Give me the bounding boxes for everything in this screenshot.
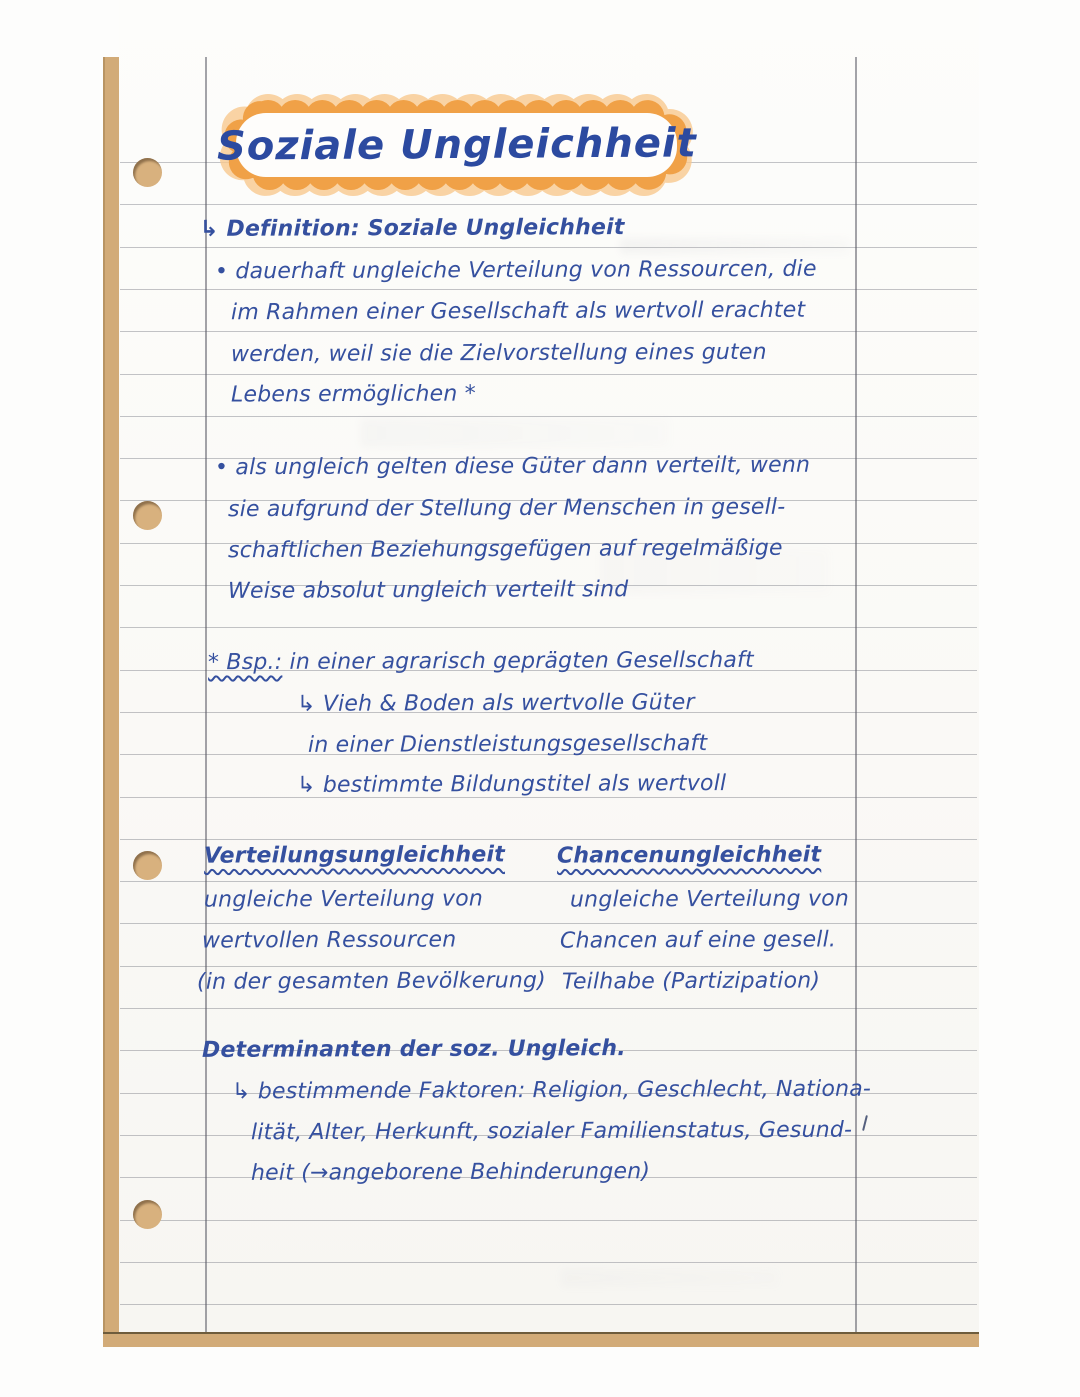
ruled-line — [120, 839, 977, 840]
left-margin-line — [205, 57, 207, 1332]
ruled-line — [120, 247, 977, 248]
ruled-line — [120, 416, 977, 417]
note-line: in einer Dienstleistungsgesellschaft — [307, 731, 708, 758]
left-column-line: wertvollen Ressourcen — [201, 927, 457, 954]
example-line — [208, 648, 754, 675]
left-column-line: ungleiche Verteilung von — [203, 886, 484, 913]
punch-hole — [133, 1200, 162, 1229]
note-line: sie aufgrund der Stellung der Menschen in gesell- — [227, 494, 786, 523]
ruled-line — [120, 1304, 977, 1305]
right-column-line: Teilhabe (Partizipation) — [561, 968, 821, 995]
note-line: Weise absolut ungleich verteilt sind — [227, 577, 629, 604]
page-title: Soziale Ungleichheit — [216, 120, 697, 170]
ruled-line — [120, 331, 977, 332]
note-line: • als ungleich gelten diese Güter dann verteilt, wenn — [214, 452, 811, 481]
note-line: • dauerhaft ungleiche Verteilung von Ressourcen, die — [214, 256, 817, 285]
note-line: ↳ bestimmte Bildungstitel als wertvoll — [296, 771, 727, 798]
ruled-line — [120, 923, 977, 924]
note-line: heit (→angeborene Behinderungen) — [250, 1159, 651, 1186]
ruled-line — [120, 374, 977, 375]
ruled-line — [120, 289, 977, 290]
left-column-heading: Verteilungsungleichheit — [203, 842, 505, 869]
ruled-line — [120, 966, 977, 967]
example-text: in einer agrarisch geprägten Gesellschaft — [282, 647, 754, 675]
left-column-line: (in der gesamten Bevölkerung) — [196, 968, 546, 995]
note-line: ↳ bestimmende Faktoren: Religion, Geschlecht, Nationa- — [231, 1076, 872, 1105]
determinants-heading: Determinanten der soz. Ungleich. — [201, 1036, 626, 1063]
example-label: * Bsp.: — [207, 649, 283, 676]
ruled-line — [120, 1008, 977, 1009]
note-line: im Rahmen einer Gesellschaft als wertvoll erachtet — [230, 297, 806, 326]
ruled-line — [120, 627, 977, 628]
definition-heading: ↳ Definition: Soziale Ungleichheit — [199, 215, 625, 242]
ruled-line — [120, 1220, 977, 1221]
note-line: Lebens ermöglichen * — [230, 381, 476, 408]
ruled-line — [120, 1262, 977, 1263]
note-line: lität, Alter, Herkunft, sozialer Familienstatus, Gesund- — [250, 1117, 853, 1146]
right-column-heading: Chancenungleichheit — [556, 842, 822, 869]
note-line: ↳ Vieh & Boden als wertvolle Güter — [296, 690, 695, 717]
punch-hole — [133, 851, 162, 880]
pad-edge-bottom — [103, 1332, 979, 1347]
right-column-line: Chancen auf eine gesell. — [559, 927, 837, 954]
ruled-line — [120, 881, 977, 882]
note-line: werden, weil sie die Zielvorstellung eines guten — [230, 339, 767, 368]
right-column-line: ungleiche Verteilung von — [569, 886, 850, 913]
punch-hole — [133, 158, 162, 187]
right-margin-line — [855, 57, 857, 1332]
punch-hole — [133, 501, 162, 530]
note-line: schaftlichen Beziehungsgefügen auf regelmäßige — [227, 535, 783, 564]
